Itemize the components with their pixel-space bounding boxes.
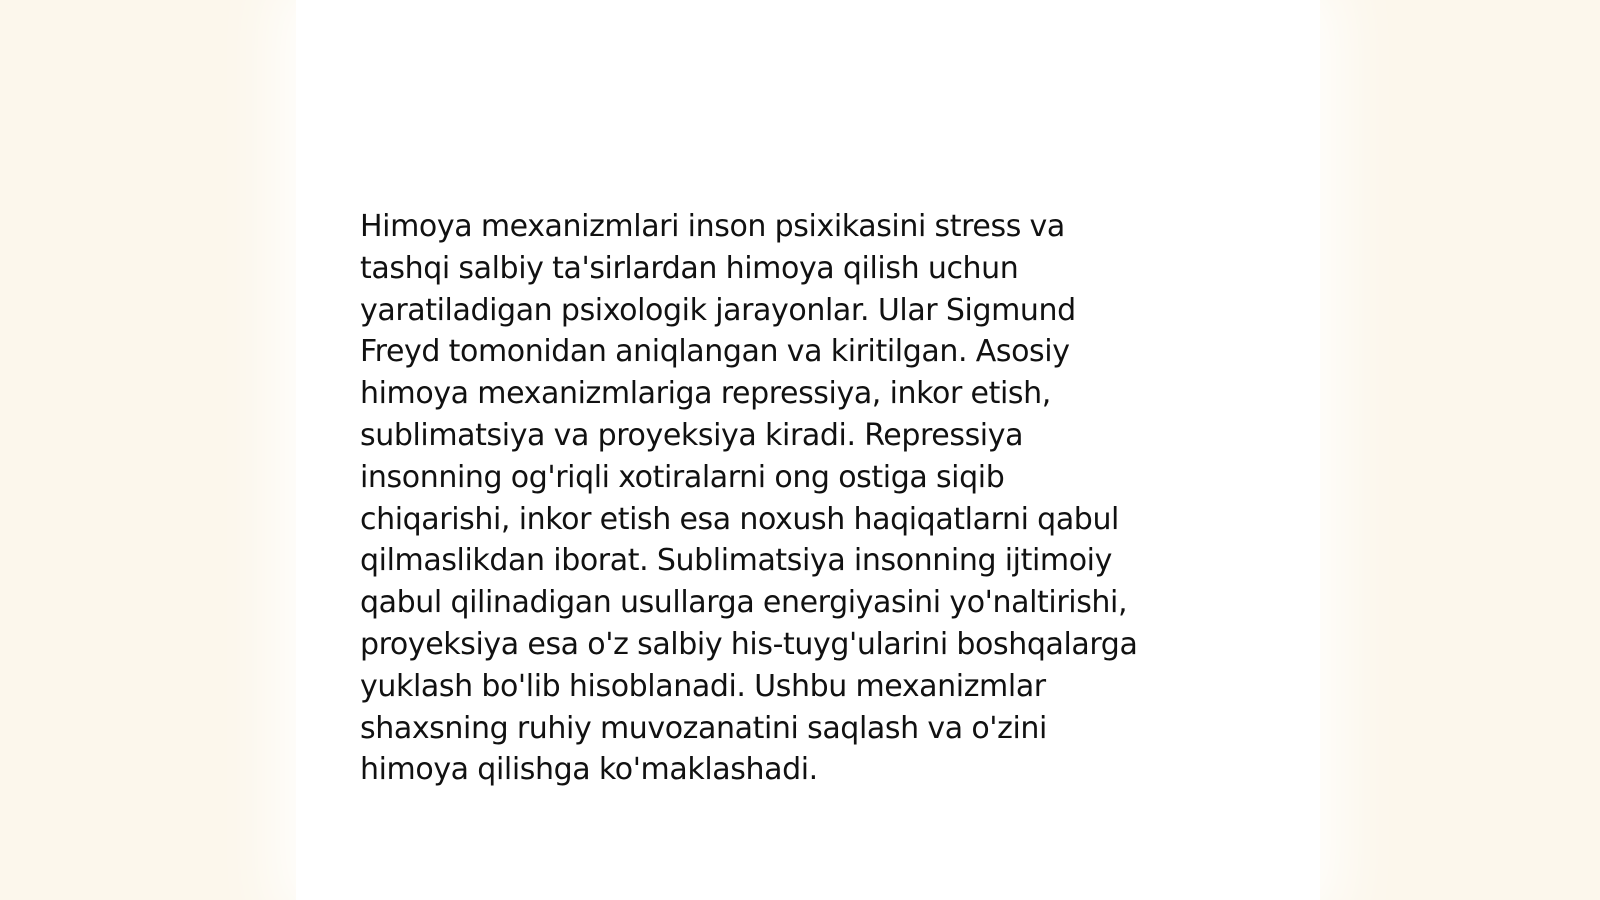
paragraph-line: himoya mexanizmlariga repressiya, inkor etish, bbox=[360, 376, 1051, 412]
paragraph-line: insonning og'riqli xotiralarni ong ostiga siqib bbox=[360, 459, 1005, 495]
paragraph-line: qilmaslikdan iborat. Sublimatsiya insonning ijtimoiy bbox=[360, 543, 1112, 579]
body-paragraph bbox=[360, 206, 1240, 791]
paragraph-line: shaxsning ruhiy muvozanatini saqlash va o'zini bbox=[360, 710, 1047, 746]
paragraph-line: himoya qilishga ko'maklashadi. bbox=[360, 752, 818, 788]
paragraph-line: proyeksiya esa o'z salbiy his-tuyg'ularini boshqalarga bbox=[360, 626, 1138, 662]
paragraph-line: Freyd tomonidan aniqlangan va kiritilgan. Asosiy bbox=[360, 334, 1070, 370]
paragraph-line: yaratiladigan psixologik jarayonlar. Ular Sigmund bbox=[360, 292, 1076, 328]
paragraph-line: tashqi salbiy ta'sirlardan himoya qilish uchun bbox=[360, 250, 1019, 286]
paragraph-line: Himoya mexanizmlari inson psixikasini stress va bbox=[360, 209, 1065, 244]
paragraph-line: qabul qilinadigan usullarga energiyasini yo'naltirishi, bbox=[360, 585, 1128, 621]
document-page bbox=[296, 0, 1320, 900]
paragraph-line: sublimatsiya va proyeksiya kiradi. Repressiya bbox=[360, 417, 1024, 453]
paragraph-line: chiqarishi, inkor etish esa noxush haqiqatlarni qabul bbox=[360, 501, 1119, 537]
paragraph-line: yuklash bo'lib hisoblanadi. Ushbu mexanizmlar bbox=[360, 668, 1046, 704]
